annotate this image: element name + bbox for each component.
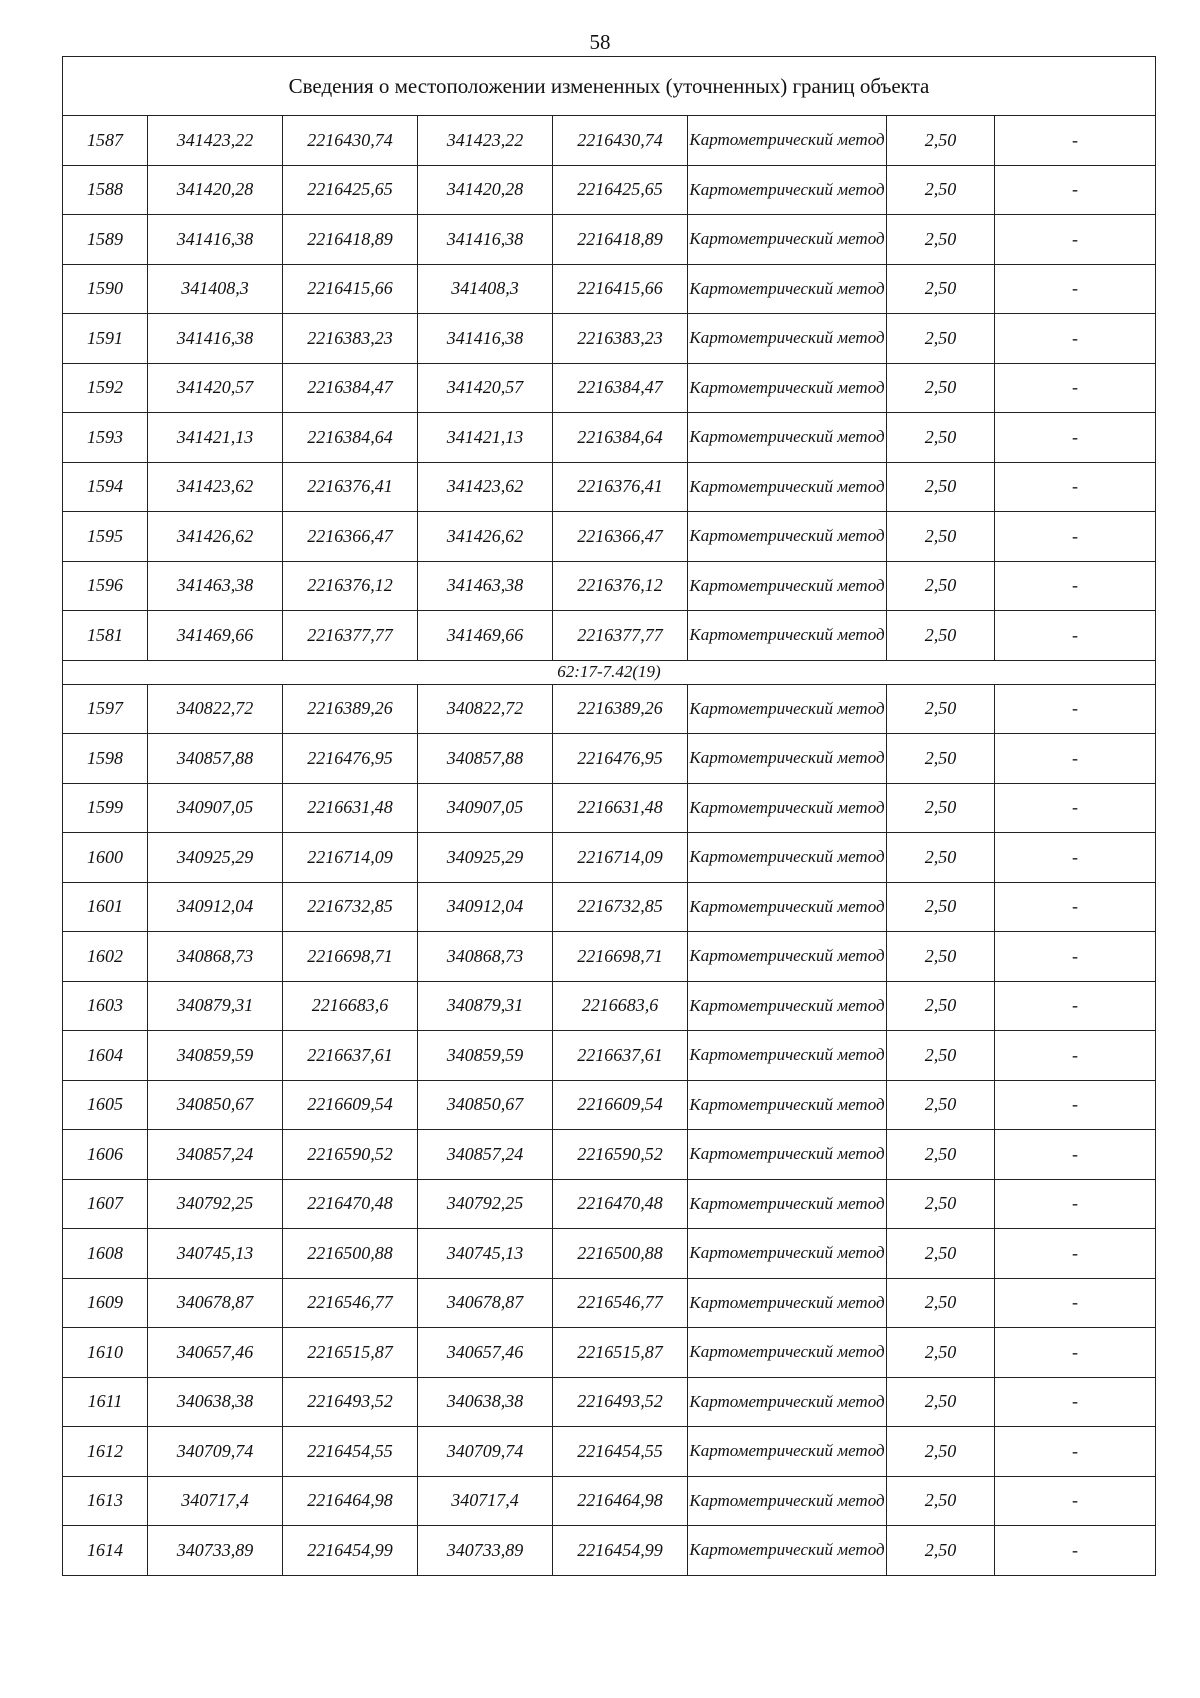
existing-y-cell: 2216500,88 <box>283 1229 418 1279</box>
note-cell: - <box>995 833 1156 883</box>
point-number-cell: 1610 <box>63 1328 148 1378</box>
note-cell: - <box>995 1377 1156 1427</box>
method-cell: Картометрический метод <box>688 1179 887 1229</box>
method-cell: Картометрический метод <box>688 1377 887 1427</box>
existing-x-cell: 340657,46 <box>148 1328 283 1378</box>
point-number-cell: 1608 <box>63 1229 148 1279</box>
table-row <box>63 1130 1156 1180</box>
refined-y-cell: 2216430,74 <box>553 116 688 166</box>
point-number-cell: 1603 <box>63 981 148 1031</box>
refined-y-cell: 2216476,95 <box>553 734 688 784</box>
accuracy-cell: 2,50 <box>887 684 995 734</box>
coordinates-table <box>62 56 1156 1576</box>
point-number-cell: 1605 <box>63 1080 148 1130</box>
table-row <box>63 1179 1156 1229</box>
method-cell: Картометрический метод <box>688 783 887 833</box>
accuracy-cell: 2,50 <box>887 1476 995 1526</box>
refined-x-cell: 340709,74 <box>418 1427 553 1477</box>
table-row <box>63 1229 1156 1279</box>
refined-y-cell: 2216683,6 <box>553 981 688 1031</box>
point-number-cell: 1597 <box>63 684 148 734</box>
accuracy-cell: 2,50 <box>887 1080 995 1130</box>
point-number-cell: 1595 <box>63 512 148 562</box>
table-row <box>63 981 1156 1031</box>
refined-x-cell: 341423,62 <box>418 462 553 512</box>
refined-x-cell: 340857,24 <box>418 1130 553 1180</box>
existing-x-cell: 341408,3 <box>148 264 283 314</box>
table-row <box>63 932 1156 982</box>
existing-x-cell: 341469,66 <box>148 611 283 661</box>
refined-x-cell: 340717,4 <box>418 1476 553 1526</box>
note-cell: - <box>995 512 1156 562</box>
existing-y-cell: 2216515,87 <box>283 1328 418 1378</box>
point-number-cell: 1601 <box>63 882 148 932</box>
accuracy-cell: 2,50 <box>887 783 995 833</box>
accuracy-cell: 2,50 <box>887 1526 995 1576</box>
existing-x-cell: 341423,62 <box>148 462 283 512</box>
refined-y-cell: 2216415,66 <box>553 264 688 314</box>
existing-x-cell: 340745,13 <box>148 1229 283 1279</box>
accuracy-cell: 2,50 <box>887 1031 995 1081</box>
existing-y-cell: 2216415,66 <box>283 264 418 314</box>
existing-x-cell: 341463,38 <box>148 561 283 611</box>
note-cell: - <box>995 684 1156 734</box>
existing-y-cell: 2216376,41 <box>283 462 418 512</box>
note-cell: - <box>995 1031 1156 1081</box>
accuracy-cell: 2,50 <box>887 462 995 512</box>
existing-x-cell: 340925,29 <box>148 833 283 883</box>
note-cell: - <box>995 1328 1156 1378</box>
existing-y-cell: 2216376,12 <box>283 561 418 611</box>
existing-y-cell: 2216454,99 <box>283 1526 418 1576</box>
page-number: 58 <box>589 30 611 54</box>
accuracy-cell: 2,50 <box>887 1278 995 1328</box>
refined-x-cell: 341426,62 <box>418 512 553 562</box>
accuracy-cell: 2,50 <box>887 734 995 784</box>
note-cell: - <box>995 165 1156 215</box>
existing-y-cell: 2216377,77 <box>283 611 418 661</box>
accuracy-cell: 2,50 <box>887 215 995 265</box>
existing-x-cell: 340879,31 <box>148 981 283 1031</box>
accuracy-cell: 2,50 <box>887 611 995 661</box>
point-number-cell: 1614 <box>63 1526 148 1576</box>
refined-y-cell: 2216389,26 <box>553 684 688 734</box>
table-row <box>63 413 1156 463</box>
accuracy-cell: 2,50 <box>887 165 995 215</box>
point-number-cell: 1581 <box>63 611 148 661</box>
method-cell: Картометрический метод <box>688 314 887 364</box>
existing-x-cell: 340857,88 <box>148 734 283 784</box>
method-cell: Картометрический метод <box>688 932 887 982</box>
note-cell: - <box>995 1476 1156 1526</box>
accuracy-cell: 2,50 <box>887 512 995 562</box>
point-number-cell: 1600 <box>63 833 148 883</box>
table-row <box>63 833 1156 883</box>
accuracy-cell: 2,50 <box>887 413 995 463</box>
existing-y-cell: 2216389,26 <box>283 684 418 734</box>
existing-x-cell: 340907,05 <box>148 783 283 833</box>
point-number-cell: 1606 <box>63 1130 148 1180</box>
existing-y-cell: 2216698,71 <box>283 932 418 982</box>
refined-x-cell: 340868,73 <box>418 932 553 982</box>
existing-y-cell: 2216476,95 <box>283 734 418 784</box>
method-cell: Картометрический метод <box>688 512 887 562</box>
refined-y-cell: 2216366,47 <box>553 512 688 562</box>
refined-x-cell: 340859,59 <box>418 1031 553 1081</box>
refined-y-cell: 2216377,77 <box>553 611 688 661</box>
method-cell: Картометрический метод <box>688 561 887 611</box>
existing-y-cell: 2216425,65 <box>283 165 418 215</box>
method-cell: Картометрический метод <box>688 165 887 215</box>
existing-y-cell: 2216366,47 <box>283 512 418 562</box>
accuracy-cell: 2,50 <box>887 932 995 982</box>
table-row <box>63 1377 1156 1427</box>
existing-x-cell: 341423,22 <box>148 116 283 166</box>
refined-y-cell: 2216698,71 <box>553 932 688 982</box>
existing-y-cell: 2216430,74 <box>283 116 418 166</box>
method-cell: Картометрический метод <box>688 1080 887 1130</box>
point-number-cell: 1611 <box>63 1377 148 1427</box>
accuracy-cell: 2,50 <box>887 561 995 611</box>
existing-y-cell: 2216609,54 <box>283 1080 418 1130</box>
existing-y-cell: 2216546,77 <box>283 1278 418 1328</box>
existing-x-cell: 340859,59 <box>148 1031 283 1081</box>
accuracy-cell: 2,50 <box>887 363 995 413</box>
refined-x-cell: 341463,38 <box>418 561 553 611</box>
note-cell: - <box>995 1229 1156 1279</box>
note-cell: - <box>995 264 1156 314</box>
refined-x-cell: 341416,38 <box>418 215 553 265</box>
table-row <box>63 512 1156 562</box>
refined-x-cell: 340822,72 <box>418 684 553 734</box>
method-cell: Картометрический метод <box>688 1427 887 1477</box>
table-row <box>63 611 1156 661</box>
accuracy-cell: 2,50 <box>887 1229 995 1279</box>
note-cell: - <box>995 882 1156 932</box>
existing-x-cell: 341420,57 <box>148 363 283 413</box>
existing-y-cell: 2216454,55 <box>283 1427 418 1477</box>
refined-y-cell: 2216637,61 <box>553 1031 688 1081</box>
method-cell: Картометрический метод <box>688 1031 887 1081</box>
refined-x-cell: 340907,05 <box>418 783 553 833</box>
method-cell: Картометрический метод <box>688 882 887 932</box>
table-row <box>63 116 1156 166</box>
refined-y-cell: 2216515,87 <box>553 1328 688 1378</box>
note-cell: - <box>995 1130 1156 1180</box>
table-row <box>63 363 1156 413</box>
existing-y-cell: 2216637,61 <box>283 1031 418 1081</box>
note-cell: - <box>995 734 1156 784</box>
refined-y-cell: 2216454,55 <box>553 1427 688 1477</box>
section-label: 62:17-7.42(19) <box>63 660 1156 684</box>
method-cell: Картометрический метод <box>688 981 887 1031</box>
existing-x-cell: 340850,67 <box>148 1080 283 1130</box>
refined-x-cell: 341408,3 <box>418 264 553 314</box>
refined-x-cell: 340850,67 <box>418 1080 553 1130</box>
point-number-cell: 1594 <box>63 462 148 512</box>
point-number-cell: 1592 <box>63 363 148 413</box>
refined-x-cell: 341420,57 <box>418 363 553 413</box>
existing-y-cell: 2216470,48 <box>283 1179 418 1229</box>
method-cell: Картометрический метод <box>688 116 887 166</box>
table-row <box>63 462 1156 512</box>
existing-x-cell: 341421,13 <box>148 413 283 463</box>
existing-x-cell: 340792,25 <box>148 1179 283 1229</box>
table-row <box>63 561 1156 611</box>
existing-x-cell: 341416,38 <box>148 215 283 265</box>
refined-x-cell: 341423,22 <box>418 116 553 166</box>
refined-y-cell: 2216590,52 <box>553 1130 688 1180</box>
method-cell: Картометрический метод <box>688 684 887 734</box>
note-cell: - <box>995 215 1156 265</box>
existing-x-cell: 340717,4 <box>148 1476 283 1526</box>
method-cell: Картометрический метод <box>688 413 887 463</box>
existing-y-cell: 2216464,98 <box>283 1476 418 1526</box>
existing-y-cell: 2216418,89 <box>283 215 418 265</box>
method-cell: Картометрический метод <box>688 1476 887 1526</box>
existing-y-cell: 2216384,64 <box>283 413 418 463</box>
table-row <box>63 215 1156 265</box>
point-number-cell: 1604 <box>63 1031 148 1081</box>
point-number-cell: 1609 <box>63 1278 148 1328</box>
accuracy-cell: 2,50 <box>887 1130 995 1180</box>
accuracy-cell: 2,50 <box>887 264 995 314</box>
section-header-row <box>63 660 1156 684</box>
refined-y-cell: 2216470,48 <box>553 1179 688 1229</box>
table-row <box>63 1427 1156 1477</box>
refined-y-cell: 2216464,98 <box>553 1476 688 1526</box>
refined-x-cell: 340745,13 <box>418 1229 553 1279</box>
existing-y-cell: 2216493,52 <box>283 1377 418 1427</box>
refined-y-cell: 2216732,85 <box>553 882 688 932</box>
table-title: Сведения о местоположении измененных (уточненных) границ объекта <box>63 57 1156 116</box>
table-row <box>63 1526 1156 1576</box>
refined-y-cell: 2216454,99 <box>553 1526 688 1576</box>
refined-y-cell: 2216376,41 <box>553 462 688 512</box>
method-cell: Картометрический метод <box>688 1526 887 1576</box>
existing-x-cell: 341416,38 <box>148 314 283 364</box>
method-cell: Картометрический метод <box>688 264 887 314</box>
refined-y-cell: 2216384,64 <box>553 413 688 463</box>
point-number-cell: 1612 <box>63 1427 148 1477</box>
method-cell: Картометрический метод <box>688 734 887 784</box>
table-row <box>63 1476 1156 1526</box>
existing-x-cell: 341426,62 <box>148 512 283 562</box>
refined-y-cell: 2216631,48 <box>553 783 688 833</box>
refined-x-cell: 341416,38 <box>418 314 553 364</box>
point-number-cell: 1613 <box>63 1476 148 1526</box>
point-number-cell: 1599 <box>63 783 148 833</box>
existing-y-cell: 2216384,47 <box>283 363 418 413</box>
existing-x-cell: 340912,04 <box>148 882 283 932</box>
refined-x-cell: 340792,25 <box>418 1179 553 1229</box>
refined-x-cell: 340657,46 <box>418 1328 553 1378</box>
note-cell: - <box>995 413 1156 463</box>
method-cell: Картометрический метод <box>688 1278 887 1328</box>
method-cell: Картометрический метод <box>688 215 887 265</box>
existing-x-cell: 340857,24 <box>148 1130 283 1180</box>
table-row <box>63 684 1156 734</box>
refined-x-cell: 341469,66 <box>418 611 553 661</box>
accuracy-cell: 2,50 <box>887 1328 995 1378</box>
refined-x-cell: 340925,29 <box>418 833 553 883</box>
refined-y-cell: 2216376,12 <box>553 561 688 611</box>
accuracy-cell: 2,50 <box>887 116 995 166</box>
accuracy-cell: 2,50 <box>887 1179 995 1229</box>
note-cell: - <box>995 783 1156 833</box>
point-number-cell: 1607 <box>63 1179 148 1229</box>
note-cell: - <box>995 363 1156 413</box>
method-cell: Картометрический метод <box>688 363 887 413</box>
existing-x-cell: 340678,87 <box>148 1278 283 1328</box>
method-cell: Картометрический метод <box>688 611 887 661</box>
table-row <box>63 314 1156 364</box>
refined-y-cell: 2216425,65 <box>553 165 688 215</box>
refined-x-cell: 340678,87 <box>418 1278 553 1328</box>
method-cell: Картометрический метод <box>688 462 887 512</box>
point-number-cell: 1596 <box>63 561 148 611</box>
refined-x-cell: 340879,31 <box>418 981 553 1031</box>
note-cell: - <box>995 561 1156 611</box>
point-number-cell: 1587 <box>63 116 148 166</box>
refined-y-cell: 2216500,88 <box>553 1229 688 1279</box>
table-title-row <box>63 57 1156 116</box>
existing-y-cell: 2216732,85 <box>283 882 418 932</box>
refined-y-cell: 2216418,89 <box>553 215 688 265</box>
refined-y-cell: 2216546,77 <box>553 1278 688 1328</box>
refined-x-cell: 340733,89 <box>418 1526 553 1576</box>
table-row <box>63 1080 1156 1130</box>
method-cell: Картометрический метод <box>688 1328 887 1378</box>
refined-x-cell: 341421,13 <box>418 413 553 463</box>
refined-y-cell: 2216383,23 <box>553 314 688 364</box>
existing-x-cell: 340868,73 <box>148 932 283 982</box>
table-row <box>63 264 1156 314</box>
existing-y-cell: 2216383,23 <box>283 314 418 364</box>
point-number-cell: 1590 <box>63 264 148 314</box>
refined-y-cell: 2216714,09 <box>553 833 688 883</box>
note-cell: - <box>995 1179 1156 1229</box>
accuracy-cell: 2,50 <box>887 1427 995 1477</box>
point-number-cell: 1602 <box>63 932 148 982</box>
note-cell: - <box>995 462 1156 512</box>
table-row <box>63 1031 1156 1081</box>
refined-x-cell: 340857,88 <box>418 734 553 784</box>
refined-x-cell: 340912,04 <box>418 882 553 932</box>
method-cell: Картометрический метод <box>688 1229 887 1279</box>
note-cell: - <box>995 1278 1156 1328</box>
existing-y-cell: 2216714,09 <box>283 833 418 883</box>
note-cell: - <box>995 932 1156 982</box>
existing-x-cell: 340822,72 <box>148 684 283 734</box>
refined-y-cell: 2216609,54 <box>553 1080 688 1130</box>
accuracy-cell: 2,50 <box>887 1377 995 1427</box>
existing-y-cell: 2216590,52 <box>283 1130 418 1180</box>
accuracy-cell: 2,50 <box>887 833 995 883</box>
table-row <box>63 882 1156 932</box>
existing-y-cell: 2216631,48 <box>283 783 418 833</box>
note-cell: - <box>995 314 1156 364</box>
existing-x-cell: 340733,89 <box>148 1526 283 1576</box>
method-cell: Картометрический метод <box>688 1130 887 1180</box>
method-cell: Картометрический метод <box>688 833 887 883</box>
point-number-cell: 1589 <box>63 215 148 265</box>
refined-y-cell: 2216384,47 <box>553 363 688 413</box>
existing-x-cell: 341420,28 <box>148 165 283 215</box>
refined-x-cell: 341420,28 <box>418 165 553 215</box>
table-row <box>63 1328 1156 1378</box>
note-cell: - <box>995 1080 1156 1130</box>
note-cell: - <box>995 1526 1156 1576</box>
accuracy-cell: 2,50 <box>887 314 995 364</box>
table-row <box>63 783 1156 833</box>
accuracy-cell: 2,50 <box>887 882 995 932</box>
table-row <box>63 165 1156 215</box>
existing-y-cell: 2216683,6 <box>283 981 418 1031</box>
existing-x-cell: 340709,74 <box>148 1427 283 1477</box>
note-cell: - <box>995 611 1156 661</box>
accuracy-cell: 2,50 <box>887 981 995 1031</box>
point-number-cell: 1588 <box>63 165 148 215</box>
point-number-cell: 1598 <box>63 734 148 784</box>
table-row <box>63 1278 1156 1328</box>
point-number-cell: 1591 <box>63 314 148 364</box>
note-cell: - <box>995 116 1156 166</box>
existing-x-cell: 340638,38 <box>148 1377 283 1427</box>
point-number-cell: 1593 <box>63 413 148 463</box>
table-row <box>63 734 1156 784</box>
note-cell: - <box>995 1427 1156 1477</box>
refined-y-cell: 2216493,52 <box>553 1377 688 1427</box>
note-cell: - <box>995 981 1156 1031</box>
refined-x-cell: 340638,38 <box>418 1377 553 1427</box>
